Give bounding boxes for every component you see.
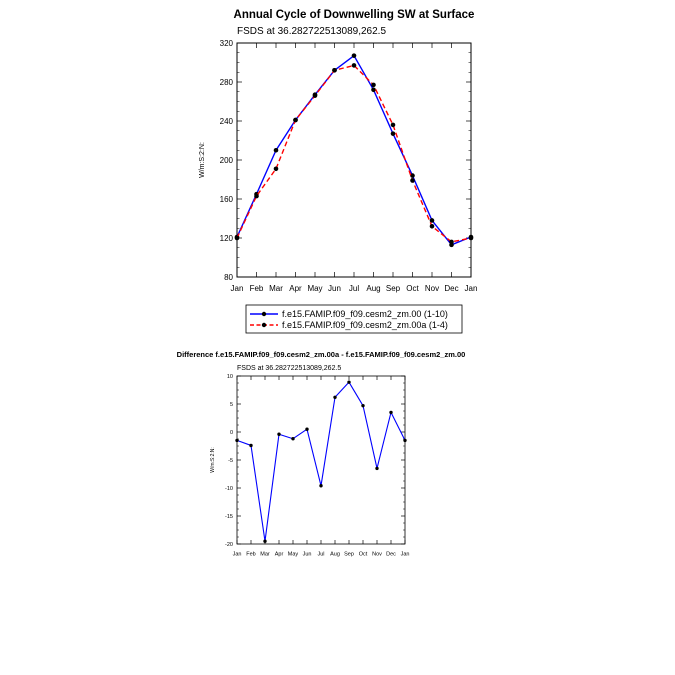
- x-tick-label: Jan: [232, 551, 242, 558]
- series-1-point: [263, 540, 266, 543]
- series-1-point: [235, 439, 238, 442]
- x-tick-label: Aug: [330, 551, 340, 558]
- x-tick-label: Mar: [269, 284, 283, 293]
- y-tick-label: -10: [225, 485, 233, 492]
- chart-1-legend: [246, 305, 462, 333]
- series-1-point: [347, 380, 350, 383]
- chart-1-subtitle: FSDS at 36.282722513089,262.5: [237, 26, 387, 37]
- series-1-point: [291, 437, 294, 440]
- x-tick-label: Nov: [372, 551, 382, 558]
- series-2-point: [332, 68, 337, 73]
- y-tick-label: 320: [219, 38, 233, 48]
- y-tick-label: 10: [226, 373, 233, 380]
- x-tick-label: Jan: [230, 284, 244, 293]
- series-1-point: [430, 218, 435, 223]
- x-tick-label: Dec: [444, 284, 459, 293]
- series-1-point: [375, 467, 378, 470]
- series-2-point: [430, 224, 435, 229]
- x-tick-label: Aug: [366, 284, 381, 293]
- x-tick-label: Jan: [464, 284, 478, 293]
- y-tick-label: 5: [229, 401, 233, 408]
- chart-2-ticks: [225, 374, 409, 558]
- y-tick-label: -5: [228, 457, 233, 464]
- x-tick-label: Jun: [328, 284, 341, 293]
- chart-2-series: [235, 380, 406, 542]
- series-line-1: [237, 382, 405, 541]
- chart-2-title: Difference f.e15.FAMIP.f09_f09.cesm2_zm.00a - f.e15.FAMIP.f09_f09.cesm2_zm.00: [176, 350, 466, 359]
- x-tick-label: Feb: [249, 284, 264, 293]
- y-tick-label: 80: [224, 272, 233, 282]
- legend-marker-series-1: [262, 312, 266, 316]
- x-tick-label: Jul: [348, 284, 360, 293]
- y-tick-label: 240: [219, 116, 233, 126]
- series-line-1: [237, 56, 471, 245]
- x-tick-label: Apr: [289, 284, 302, 293]
- series-2-point: [410, 178, 415, 183]
- series-1-point: [319, 484, 322, 487]
- legend-label-series-2: f.e15.FAMIP.f09_f09.cesm2_zm.00a (1-4): [282, 320, 448, 330]
- series-1-point: [274, 148, 279, 153]
- series-1-point: [391, 131, 396, 136]
- series-1-point: [403, 439, 406, 442]
- series-1-point: [352, 53, 357, 58]
- x-tick-label: Dec: [386, 551, 396, 558]
- x-tick-label: Feb: [246, 551, 256, 558]
- y-tick-label: -15: [225, 513, 233, 520]
- series-2-point: [469, 236, 474, 241]
- series-2-point: [235, 236, 240, 241]
- x-tick-label: Oct: [358, 551, 368, 558]
- chart-2-subtitle: FSDS at 36.282722513089,262.5: [237, 365, 342, 372]
- x-tick-label: Mar: [260, 551, 270, 558]
- x-tick-label: Nov: [424, 284, 440, 293]
- chart-1-title: Annual Cycle of Downwelling SW at Surface: [233, 9, 475, 21]
- x-tick-label: May: [287, 551, 299, 558]
- series-1-point: [361, 404, 364, 407]
- series-1-point: [389, 411, 392, 414]
- chart-2-ylabel: W/m:S:2:N:: [210, 447, 216, 473]
- series-2-point: [254, 194, 259, 199]
- series-1-point: [277, 433, 280, 436]
- x-tick-label: Jan: [400, 551, 410, 558]
- x-tick-label: Oct: [406, 284, 419, 293]
- chart-1: [199, 9, 477, 333]
- y-tick-label: 0: [229, 429, 233, 436]
- series-1-point: [305, 428, 308, 431]
- series-2-point: [313, 93, 318, 98]
- series-2-point: [371, 83, 376, 88]
- y-tick-label: -20: [225, 541, 233, 548]
- series-2-point: [391, 123, 396, 128]
- chart-2: [177, 350, 466, 558]
- series-2-point: [449, 240, 454, 245]
- series-1-point: [333, 396, 336, 399]
- chart-1-series: [235, 53, 474, 247]
- series-2-point: [274, 166, 279, 171]
- series-1-point: [249, 444, 252, 447]
- chart-1-ticks: [220, 39, 478, 293]
- series-2-point: [352, 63, 357, 68]
- x-tick-label: Apr: [274, 551, 284, 558]
- x-tick-label: Jun: [302, 551, 312, 558]
- x-tick-label: Sep: [385, 284, 401, 293]
- y-tick-label: 160: [219, 194, 233, 204]
- y-tick-label: 120: [219, 233, 233, 243]
- chart-1-ylabel: W/m:S:2:N:: [199, 142, 206, 178]
- legend-label-series-1: f.e15.FAMIP.f09_f09.cesm2_zm.00 (1-10): [282, 309, 448, 319]
- x-tick-label: Jul: [317, 551, 325, 558]
- y-tick-label: 280: [219, 77, 233, 87]
- x-tick-label: Sep: [344, 551, 354, 558]
- series-2-point: [293, 118, 298, 123]
- series-line-2: [237, 65, 471, 241]
- x-tick-label: May: [307, 284, 323, 293]
- legend-marker-series-2: [262, 323, 266, 327]
- y-tick-label: 200: [219, 155, 233, 165]
